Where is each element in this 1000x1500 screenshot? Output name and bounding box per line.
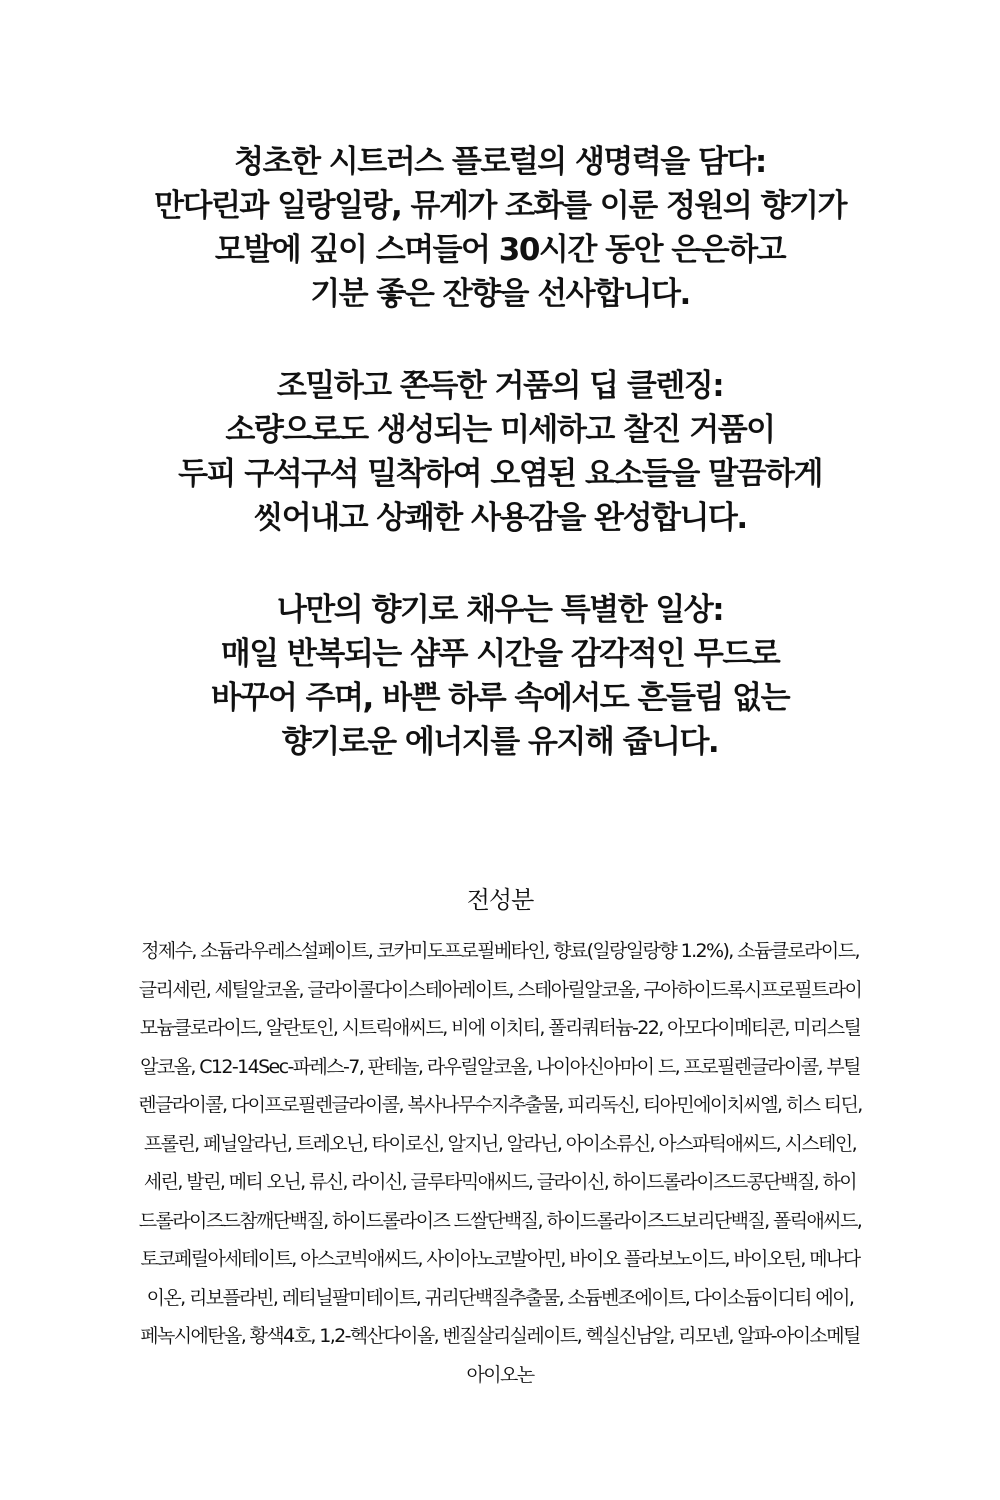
description-line: 소량으로도 생성되는 미세하고 찰진 거품이 (225, 412, 775, 448)
ingredients-line: 이온, 리보플라빈, 레티닐팔미테이트, 귀리단백질추출물, 소듐벤조에이트, 다이소듐이디티 에이, (146, 1286, 854, 1309)
ingredients-line: 드롤라이즈드참깨단백질, 하이드롤라이즈 드쌀단백질, 하이드롤라이즈드보리단백질, 폴릭애씨드, (138, 1209, 862, 1232)
description-line: 기분 좋은 잔향을 선사합니다. (310, 276, 690, 312)
ingredients-line: 렌글라이콜, 다이프로필렌글라이콜, 복사나무수지추출물, 피리독신, 티아민에이치씨엘, 히스 티딘, (138, 1094, 862, 1116)
ingredients-line: 정제수, 소듐라우레스설페이트, 코카미도프로필베타인, 향료(일랑일랑향 1.2%), 소듐클로라이드, (141, 940, 859, 962)
description-paragraph-cleansing (0, 364, 1000, 540)
description-paragraph-scent (0, 140, 1000, 316)
ingredients-line: 아이오논 (466, 1363, 534, 1386)
ingredients-line: 프롤린, 페닐알라닌, 트레오닌, 타이로신, 알지닌, 알라닌, 아이소류신, 아스파틱애씨드, 시스테인, (143, 1132, 857, 1155)
description-line: 모발에 깊이 스며들어 30시간 동안 은은하고 (214, 232, 786, 268)
ingredients-title: 전성분 (466, 886, 534, 914)
description-line: 조밀하고 쫀득한 거품의 딥 클렌징: (276, 368, 724, 404)
ingredients-line: 세린, 발린, 메티 오닌, 류신, 라이신, 글루타믹애씨드, 글라이신, 하이드롤라이즈드콩단백질, 하이 (143, 1171, 857, 1193)
description-line: 두피 구석구석 밀착하여 오염된 요소들을 말끔하게 (178, 456, 822, 492)
description-line: 바꾸어 주며, 바쁜 하루 속에서도 흔들림 없는 (210, 680, 790, 716)
ingredients-line: 알코올, C12-14Sec-파레스-7, 판테놀, 라우릴알코올, 나이아신아마이 드, 프로필렌글라이콜, 부틸 (140, 1055, 860, 1078)
ingredients-line: 모늄클로라이드, 알란토인, 시트릭애씨드, 비에 이치티, 폴리쿼터늄-22, 아모다이메티콘, 미리스틸 (139, 1017, 861, 1039)
ingredients-line: 페녹시에탄올, 황색4호, 1,2-헥산다이올, 벤질살리실레이트, 헥실신남알, 리모넨, 알파-아이소메틸 (140, 1325, 860, 1347)
description-line: 나만의 향기로 채우는 특별한 일상: (276, 592, 724, 628)
description-line: 매일 반복되는 샴푸 시간을 감각적인 무드로 (220, 636, 780, 672)
ingredients-line: 토코페릴아세테이트, 아스코빅애씨드, 사이아노코발아민, 바이오 플라보노이드, 바이오틴, 메나다 (140, 1248, 860, 1270)
description-line: 씻어내고 상쾌한 사용감을 완성합니다. (253, 500, 747, 536)
description-line: 청초한 시트러스 플로럴의 생명력을 담다: (234, 144, 766, 180)
description-line: 향기로운 에너지를 유지해 줍니다. (281, 724, 719, 760)
description-line: 만다린과 일랑일랑, 뮤게가 조화를 이룬 정원의 향기가 (154, 188, 846, 224)
ingredients-section (50, 878, 950, 1394)
description-paragraph-daily (0, 588, 1000, 764)
product-description (0, 140, 1000, 812)
ingredients-line: 글리세린, 세틸알코올, 글라이콜다이스테아레이트, 스테아릴알코올, 구아하이드록시프로필트라이 (138, 978, 862, 1001)
